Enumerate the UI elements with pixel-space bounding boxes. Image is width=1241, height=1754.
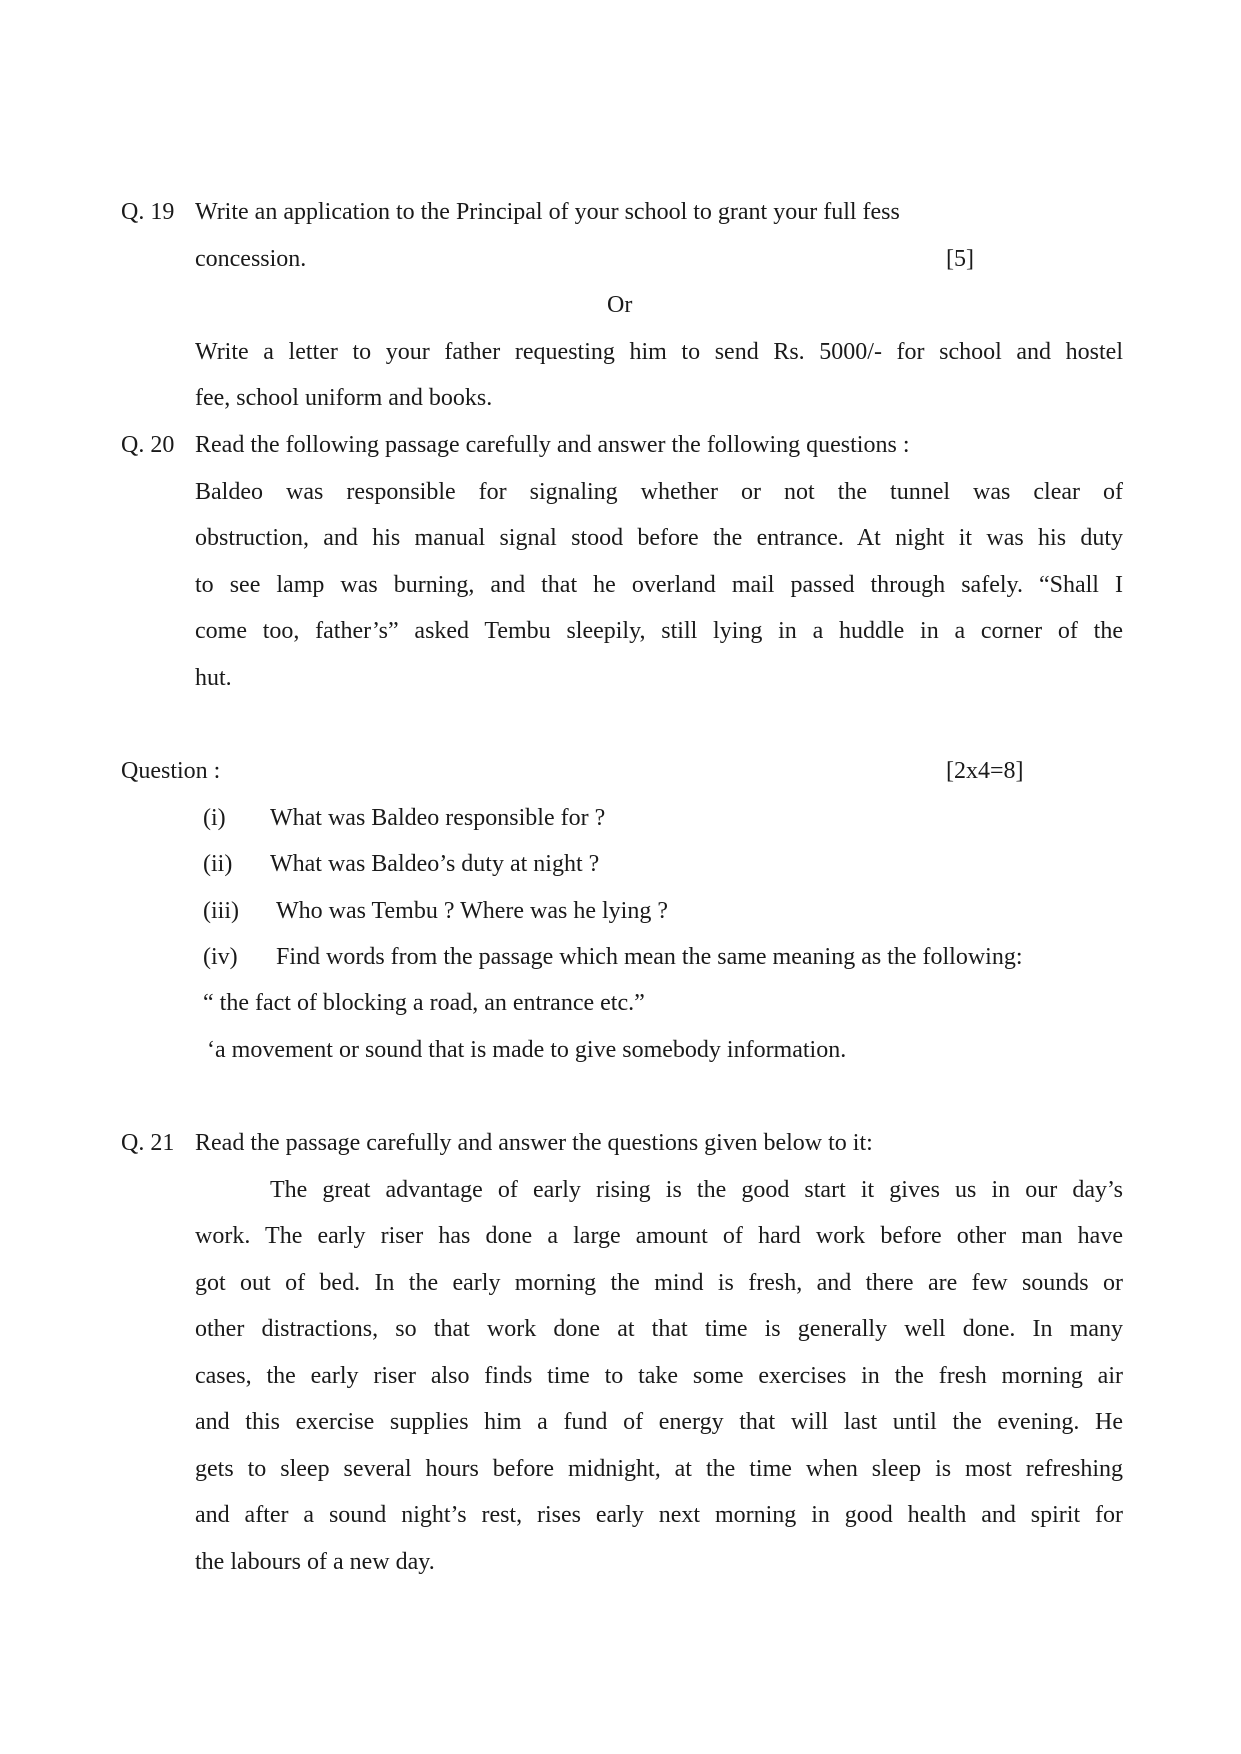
- passage-line: the labours of a new day.: [195, 1549, 435, 1575]
- sub-question-text: Who was Tembu ? Where was he lying ?: [276, 898, 668, 924]
- sub-question-number: (iv): [203, 944, 238, 970]
- question-text: Write an application to the Principal of your school to grant your full fess: [195, 199, 900, 225]
- sub-question-text: What was Baldeo responsible for ?: [270, 805, 606, 831]
- passage-line: to see lamp was burning, and that he overland mail passed through safely. “Shall I: [195, 572, 1123, 598]
- passage-line: hut.: [195, 665, 232, 691]
- question-text: Write a letter to your father requesting him to send Rs. 5000/- for school and hostel: [195, 339, 1123, 365]
- sub-question-number: (ii): [203, 851, 233, 877]
- passage-line: got out of bed. In the early morning the mind is fresh, and there are few sounds or: [195, 1270, 1123, 1296]
- or-separator: Or: [607, 292, 633, 318]
- sub-question-number: (iii): [203, 898, 239, 924]
- passage-line: gets to sleep several hours before midnight, at the time when sleep is most refreshing: [195, 1456, 1123, 1482]
- definition-text: “ the fact of blocking a road, an entrance etc.”: [203, 990, 645, 1016]
- passage-line: cases, the early riser also finds time to take some exercises in the fresh morning air: [195, 1363, 1123, 1389]
- sub-question-text: What was Baldeo’s duty at night ?: [270, 851, 600, 877]
- question-number: Q. 19: [121, 199, 175, 225]
- question-text: fee, school uniform and books.: [195, 385, 493, 411]
- passage-line: and after a sound night’s rest, rises early next morning in good health and spirit for: [195, 1502, 1123, 1528]
- sub-question-text: Find words from the passage which mean the same meaning as the following:: [276, 944, 1023, 970]
- question-number: Q. 21: [121, 1130, 175, 1156]
- marks-label: [5]: [946, 246, 974, 272]
- passage-line: Baldeo was responsible for signaling whether or not the tunnel was clear of: [195, 479, 1123, 505]
- question-number: Q. 20: [121, 432, 175, 458]
- passage-line: other distractions, so that work done at that time is generally well done. In many: [195, 1316, 1123, 1342]
- passage-line: work. The early riser has done a large amount of hard work before other man have: [195, 1223, 1123, 1249]
- question-instruction: Read the passage carefully and answer the questions given below to it:: [195, 1130, 873, 1156]
- passage-line: come too, father’s” asked Tembu sleepily, still lying in a huddle in a corner of the: [195, 618, 1123, 644]
- question-text: concession.: [195, 246, 307, 272]
- sub-question-number: (i): [203, 805, 226, 831]
- marks-label: [2x4=8]: [946, 758, 1024, 784]
- passage-line: and this exercise supplies him a fund of energy that will last until the evening. He: [195, 1409, 1123, 1435]
- passage-line: obstruction, and his manual signal stood before the entrance. At night it was his duty: [195, 525, 1123, 551]
- passage-line: The great advantage of early rising is the good start it gives us in our day’s: [270, 1177, 1123, 1203]
- question-label: Question :: [121, 758, 221, 784]
- question-instruction: Read the following passage carefully and answer the following questions :: [195, 432, 910, 458]
- definition-text: ‘a movement or sound that is made to give somebody information.: [207, 1037, 847, 1063]
